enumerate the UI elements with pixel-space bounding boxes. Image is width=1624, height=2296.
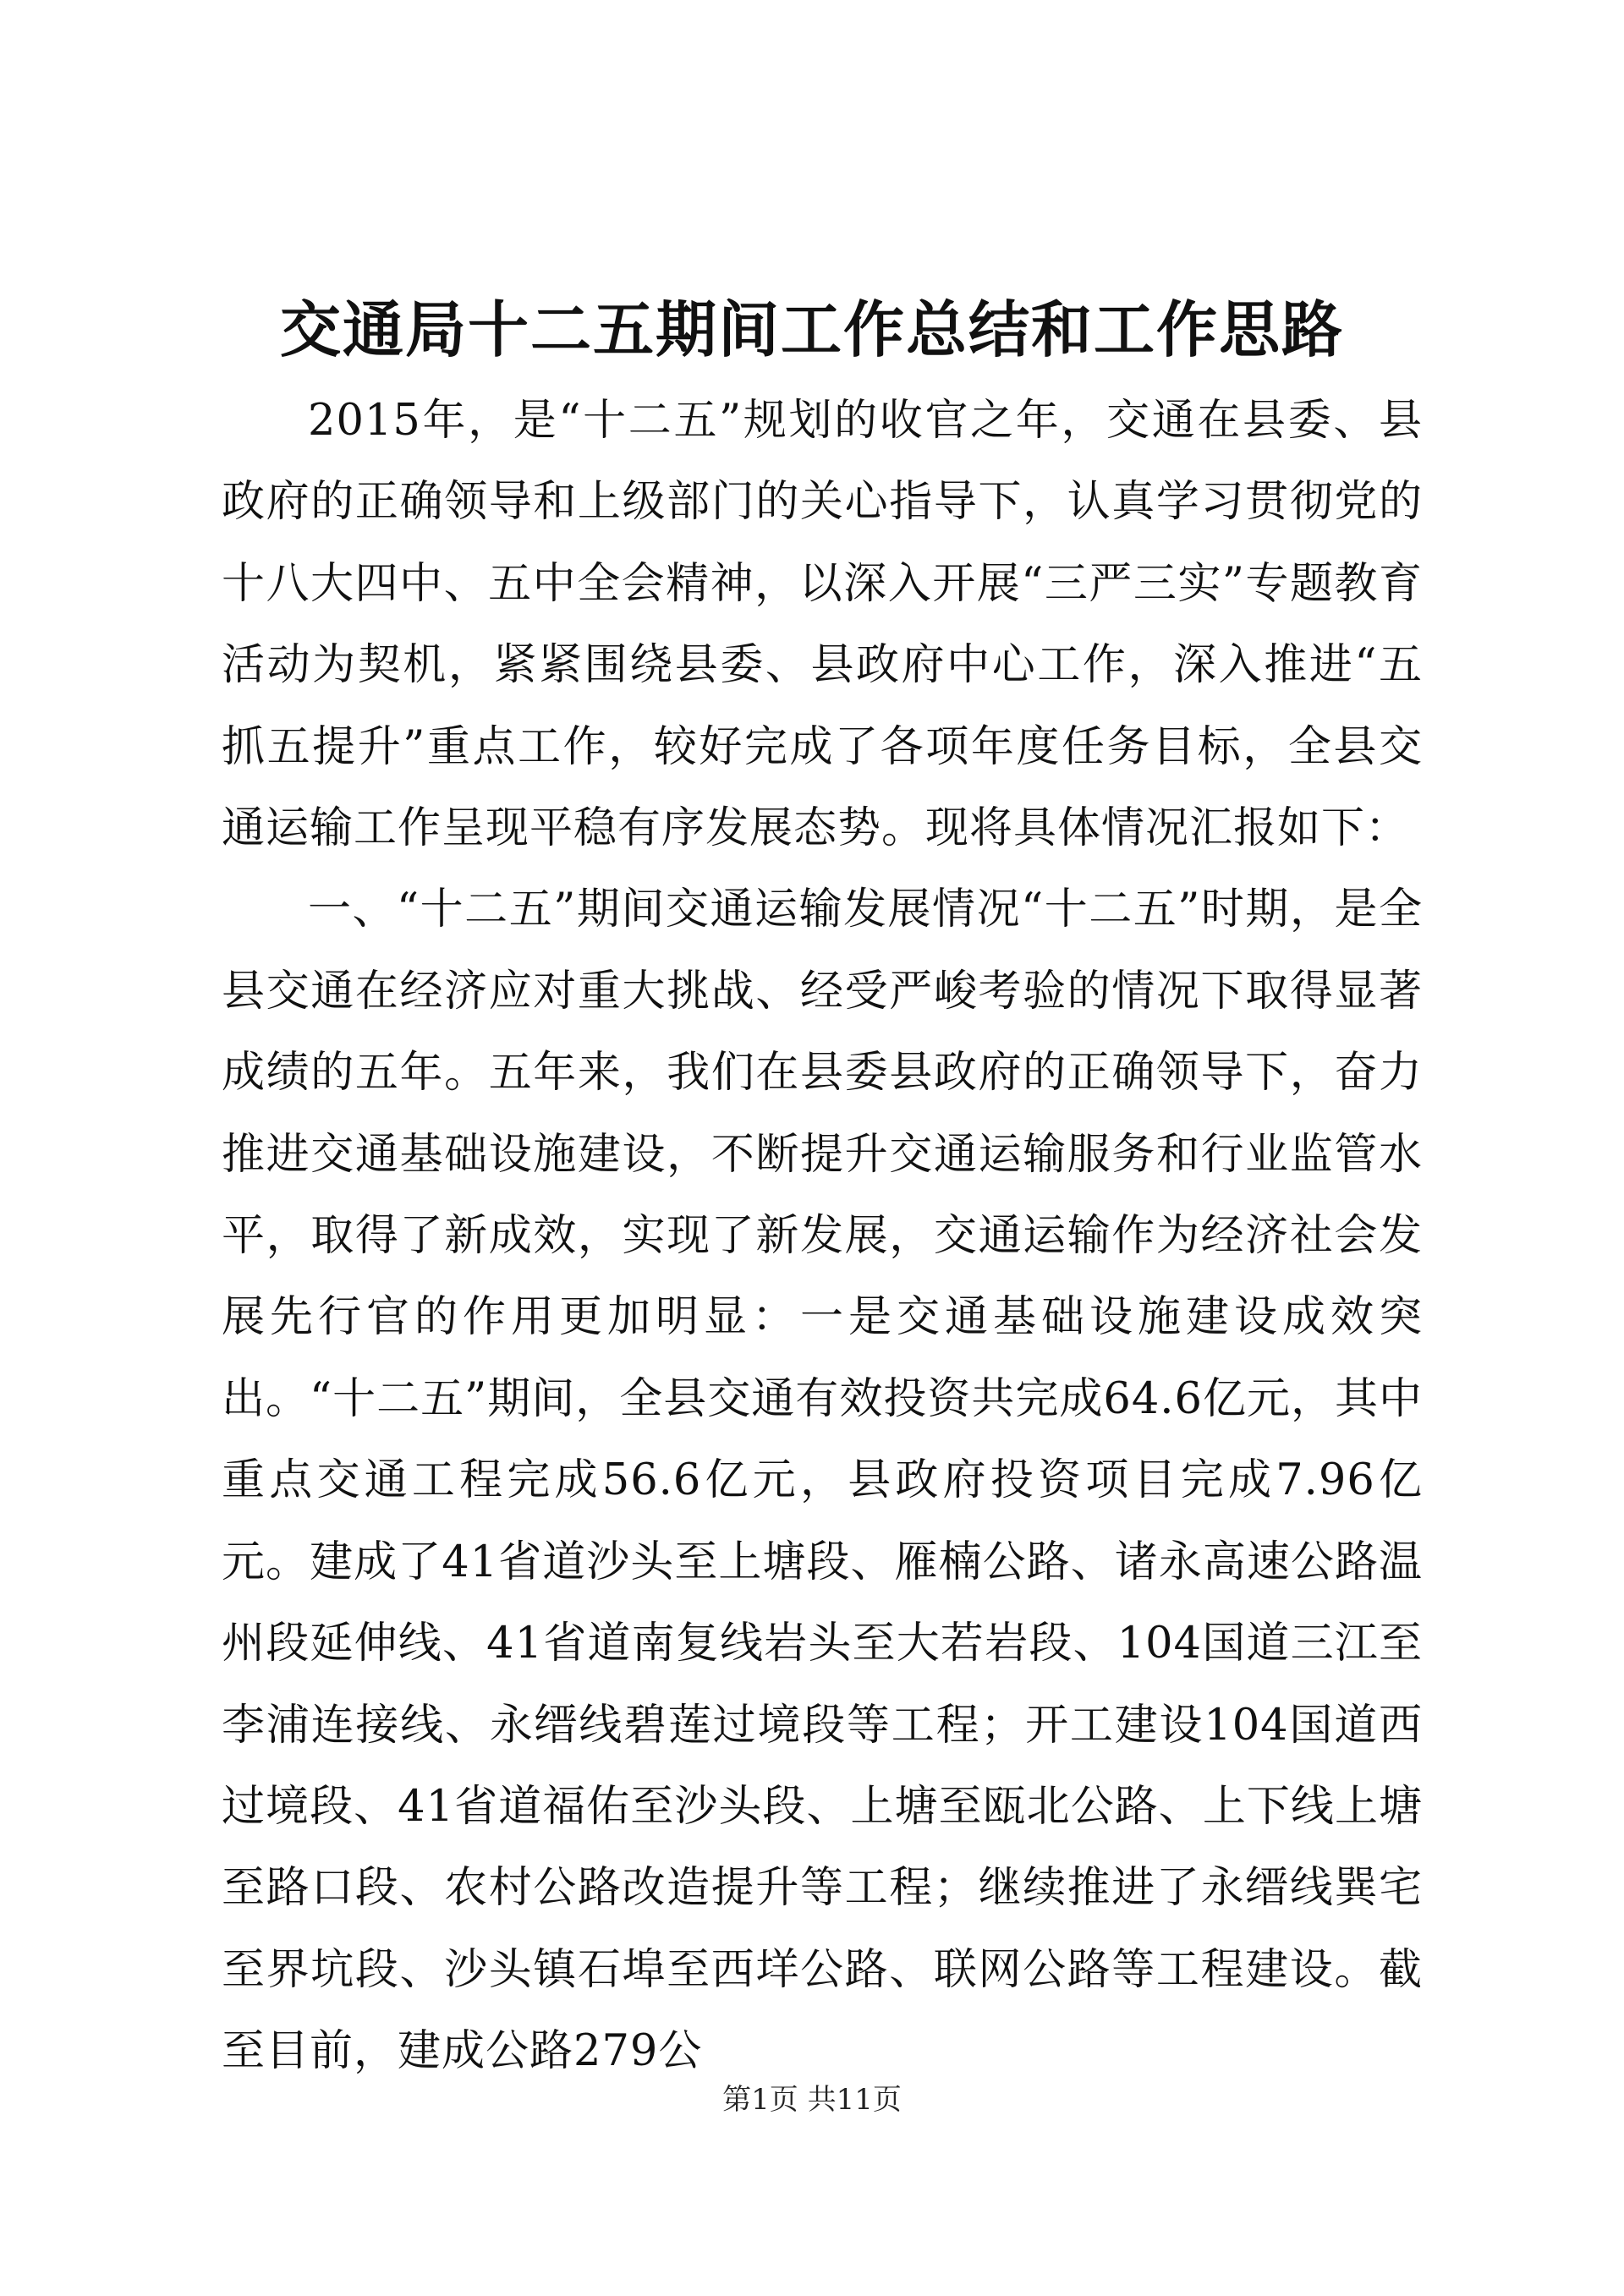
paragraph-intro: 2015年，是“十二五”规划的收官之年，交通在县委、县政府的正确领导和上级部门的关心指导下，认真学习贯彻党的十八大四中、五中全会精神，以深入开展“三严三实”专题教育活动为契机，紧紧围绕县委、县政府中心工作，深入推进“五抓五提升”重点工作，较好完成了各项年度任务目标，全县交通运输工作呈现平稳有序发展态势。现将具体情况汇报如下： xyxy=(222,396,1423,854)
document-title: 交通局十二五期间工作总结和工作思路 xyxy=(279,293,1344,365)
paragraph-section-one: 一、“十二五”期间交通运输发展情况“十二五”时期，是全县交通在经济应对重大挑战、经受严峻考验的情况下取得显著成绩的五年。五年来，我们在县委县政府的正确领导下，奋力推进交通基础设施建设，不断提升交通运输服务和行业监管水平，取得了新成效，实现了新发展，交通运输作为经济社会发展先行官的作用更加明显：一是交通基础设施建设成效突出。“十二五”期间，全县交通有效投资共完成64.6亿元，其中重点交通工程完成56.6亿元，县政府投资项目完成7.96亿元。建成了41省道沙头至上塘段、雁楠公路、诸永高速公路温州段延伸线、41省道南复线岩头至大若岩段、104国道三江至李浦连接线、永缙线碧莲过境段等工程；开工建设104国道西过境段、41省道福佑至沙头段、上塘至瓯北公路、上下线上塘至路口段、农村公路改造提升等工程；继续推进了永缙线巽宅至界坑段、沙头镇石埠至西垟公路、联网公路等工程建设。截至目前，建成公路279公 xyxy=(222,885,1423,2077)
document-body xyxy=(222,381,1423,2093)
page-number-footer: 第1页 共11页 xyxy=(722,2083,902,2117)
